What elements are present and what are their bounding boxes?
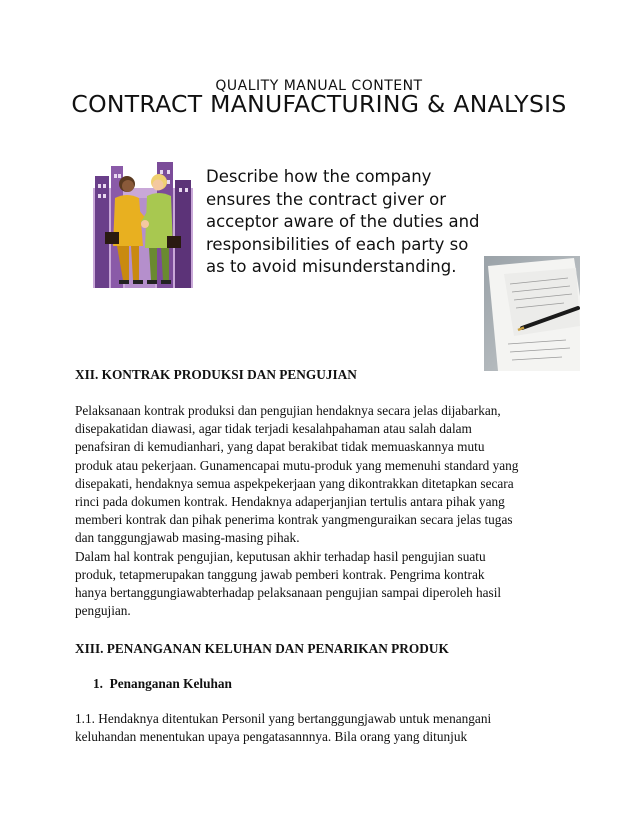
paragraph-line: memberi kontrak dan pihak penerima kontrak yangmenguraikan secara jelas tugas	[75, 512, 513, 528]
paragraph-line: produk, tetapmerupakan tanggung jawab pemberi kontrak. Pengrima kontrak	[75, 566, 485, 582]
paragraph-line: produk atau pekerjaan. Gunamencapai mutu-produk yang memenuhi standard yang	[75, 457, 519, 473]
describe-line: Describe how the company	[206, 167, 432, 186]
describe-callout	[206, 166, 506, 279]
paragraph-line: disepakati, hendaknya semua aspekpekerjaan yang dikontrakkan ditetapkan secara	[75, 475, 514, 491]
paragraph-line: rinci pada dokumen kontrak. Hendaknya adaperjanjian tertulis antara pihak yang	[75, 494, 505, 510]
section-xii-heading: XII. KONTRAK PRODUKSI DAN PENGUJIAN	[75, 367, 357, 382]
paragraph-line: pengujian.	[75, 603, 131, 619]
paragraph-line: disepakatidan diawasi, agar tidak terjadi kesalahpahaman atau salah dalam	[75, 421, 472, 437]
paragraph-line: Dalam hal kontrak pengujian, keputusan akhir terhadap hasil pengujian suatu	[75, 548, 486, 564]
contract-photo	[484, 256, 580, 371]
list-item-heading: 1. Penanganan Keluhan	[93, 676, 232, 691]
describe-line: as to avoid misunderstanding.	[206, 257, 457, 276]
describe-line: ensures the contract giver or	[206, 189, 447, 209]
paragraph-line: keluhandan menentukan upaya pengatasannnya. Bila orang yang ditunjuk	[75, 729, 468, 745]
section-xiii-heading: XIII. PENANGANAN KELUHAN DAN PENARIKAN PRODUK	[75, 641, 449, 656]
section-xii-body	[75, 402, 575, 620]
paragraph-line: hanya bertanggungiawabterhadap pelaksanaan pengujian sampai diperoleh hasil	[75, 585, 502, 601]
handshake-clipart	[93, 158, 193, 288]
paragraph-line: 1.1. Hendaknya ditentukan Personil yang bertanggungjawab untuk menangani	[75, 711, 492, 726]
describe-line: acceptor aware of the duties and	[206, 212, 480, 231]
header-kicker: QUALITY MANUAL CONTENT	[215, 78, 423, 94]
header-title: CONTRACT MANUFACTURING & ANALYSIS	[71, 90, 567, 118]
paragraph-line: penafsiran di kemudianhari, yang dapat berakibat tidak memuaskannya mutu	[75, 439, 485, 455]
describe-line: responsibilities of each party so	[206, 234, 469, 254]
paragraph-line: Pelaksanaan kontrak produksi dan pengujian hendaknya secara jelas dijabarkan,	[75, 403, 501, 418]
paragraph-line: dan tanggungjawab masing-masing pihak.	[75, 530, 300, 546]
section-1-1-body	[75, 710, 575, 746]
